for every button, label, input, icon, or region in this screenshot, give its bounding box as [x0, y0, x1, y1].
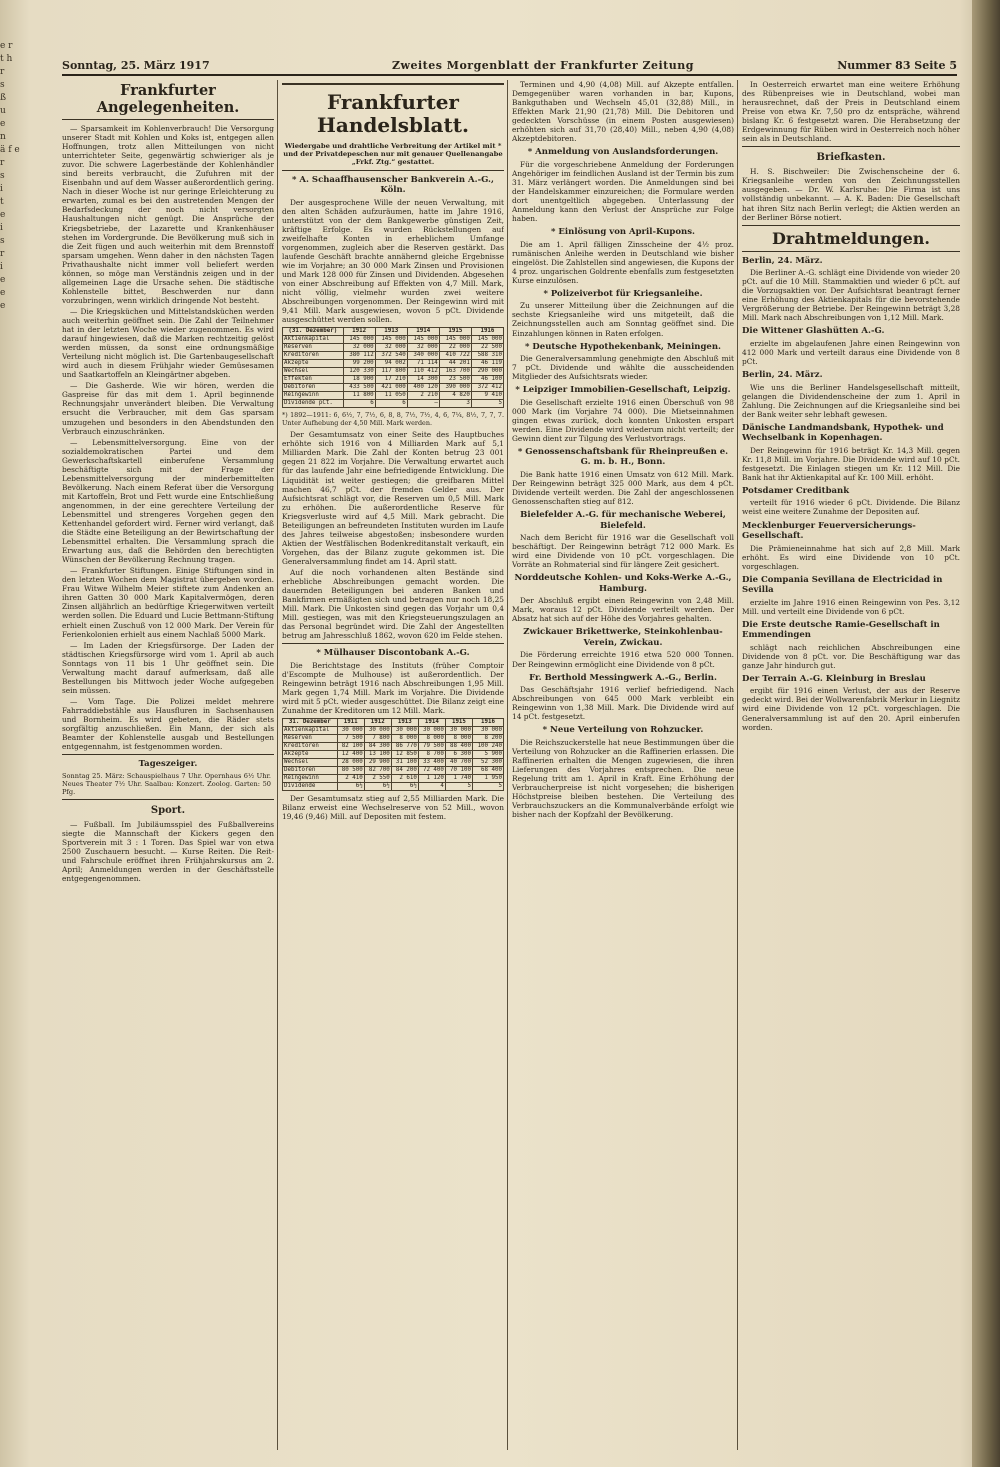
table-cell: 5	[472, 783, 503, 791]
column-rule	[507, 80, 508, 1450]
strip-fragment: i	[0, 184, 3, 194]
table-row	[283, 368, 504, 376]
strip-fragment: ß	[0, 93, 7, 103]
table-cell: 32 000	[407, 344, 439, 352]
table-header: 1913	[375, 328, 407, 336]
table-cell: 7 500	[337, 735, 364, 743]
strip-fragment: ä f e	[0, 145, 20, 155]
strip-fragment: e	[0, 275, 6, 285]
table-header: 1915	[445, 719, 472, 727]
table-cell: Kreditoren	[283, 743, 338, 751]
table-cell: 31 100	[391, 759, 418, 767]
table-cell: Aktienkapital	[283, 336, 344, 344]
sport-title: Sport.	[150, 804, 186, 816]
strip-fragment: r	[0, 249, 5, 259]
article-title: * A. Schaaffhausenscher Bankverein A.-G., Köln.	[292, 174, 494, 196]
table-cell: 8 000	[391, 735, 418, 743]
divider	[282, 643, 504, 644]
table-header: 1914	[418, 719, 445, 727]
strip-fragment: n	[0, 132, 6, 142]
table-header: 1916	[472, 719, 503, 727]
table-cell: 40 700	[445, 759, 472, 767]
article-text: Auf die noch vorhandenen alten Bestände sind erhebliche Abschreibungen gemacht worden. Die dauernden Beteiligungen bei anderen Banken und Bankfirmen ermäßigten sich und betragen nur noch 18,25 Mill. Mark. Die Unkosten sind gegen das Vorjahr um 0,4 Mill. gestiegen, was mit den Kriegsteuerungszulagen an das Personal begründet wird. Die Zahl der Angestellten betrug am Jahresschluß 1862, wovon 620 im Felde stehen.	[282, 567, 504, 641]
article-title: Berlin, 24. März.	[742, 255, 823, 266]
table-cell: Reserven	[283, 735, 338, 743]
table-cell: 18 900	[343, 376, 375, 384]
table-cell: Dividende pCt.	[283, 400, 344, 408]
table-row	[283, 344, 504, 352]
section-title: Frankfurter Angelegenheiten.	[62, 82, 274, 120]
article-text: Die Förderung erreichte 1916 etwa 520 000 Tonnen. Der Reingewinn ermöglicht eine Dividende von 8 pCt.	[512, 650, 734, 669]
article-title: Fr. Berthold Messingwerk A.-G., Berlin.	[529, 672, 717, 683]
table-cell: —	[407, 400, 439, 408]
article-title: * Einlösung von April-Kupons.	[551, 227, 695, 238]
table-cell: Reserven	[283, 344, 344, 352]
strip-fragment: u	[0, 106, 6, 116]
article-text: schlägt nach reichlichen Abschreibungen eine Dividende von 8 pCt. vor. Die Beschäftigung war das ganze Jahr hindurch gut.	[742, 642, 960, 670]
table-cell: 22 000	[439, 344, 471, 352]
table-note: *) 1892—1911: 6, 6½, 7, 7½, 6, 8, 8, 7½, 7½, 4, 6, 7¼, 8½, 7, 7, 7. Unter Aufhebung der 4,50 Mill. Mark werden.	[282, 411, 504, 428]
strip-fragment: s	[0, 171, 5, 181]
table-cell: 30 000	[472, 727, 503, 735]
table-cell: 163 700	[439, 368, 471, 376]
table-cell: 120 330	[343, 368, 375, 376]
article-text: Der Gesamtumsatz von einer Seite des Hauptbuches erhöhte sich 1916 von 4 Milliarden Mark auf 5,1 Milliarden Mark. Die Zahl der Konten betrug 23 001 gegen 21 822 im Vorjahre. Die Verwaltung erwartet auch für das laufende Jahr eine befriedigende Entwicklung. Die Liquidität ist weiter gestiegen; die greifbaren Mittel machen 46,7 pCt. der fremden Gelder aus. Der Aufsichtsrat schlägt vor, die Reserven um 0,5 Mill. Mark zu erhöhen. Die außerordentliche Reserve für Kriegsverluste wird auf 4,5 Mill. Mark gebracht. Die Beteiligungen an befreundeten Instituten wurden im Laufe des Jahres teilweise abgestoßen; insbesondere wurden Aktien der Westfälischen Bodenkreditanstalt verkauft, ein Vorgehen, das der Bilanz zugute gekommen ist. Die Generalversammlung findet am 14. April statt.	[282, 430, 504, 566]
table-cell: 32 000	[375, 344, 407, 352]
table-cell: Wechsel	[283, 368, 344, 376]
table-cell: 1 950	[472, 775, 503, 783]
table-cell: Reingewinn	[283, 392, 344, 400]
table-cell: 88 400	[445, 743, 472, 751]
strip-fragment: r	[0, 158, 5, 168]
table-row	[283, 376, 504, 384]
article-title: * Neue Verteilung von Rohzucker.	[542, 725, 704, 736]
table-cell: 390 000	[439, 384, 471, 392]
table-cell: 71 114	[407, 360, 439, 368]
table-cell: Wechsel	[283, 759, 338, 767]
table-cell: 6½	[337, 783, 364, 791]
article-text: — Im Laden der Kriegsfürsorge. Der Laden der städtischen Kriegsfürsorge wird vom 1. April ab auch Sonntags von 11 bis 1 Uhr geöffnet sein. Die Verwaltung macht darauf aufmerksam, daß alle Bestellungen bis Mittwoch jeder Woche aufgegeben sein müssen.	[62, 640, 274, 695]
masthead	[62, 58, 957, 76]
table-row	[283, 743, 504, 751]
strip-fragment: e	[0, 301, 6, 311]
column-handelsblatt	[282, 80, 504, 1455]
article-text: verteilt für 1916 wieder 6 pCt. Dividende. Die Bilanz weist eine weitere Zunahme der Depositen auf.	[742, 498, 960, 517]
article-text: erzielte im abgelaufenen Jahre einen Reingewinn von 412 000 Mark und verteilt daraus eine Dividende von 8 pCt.	[742, 338, 960, 366]
article-title: Die Erste deutsche Ramie-Gesellschaft in Emmendingen	[742, 619, 940, 641]
table-cell: Dividende	[283, 783, 338, 791]
article-title: Norddeutsche Kohlen- und Koks-Werke A.-G., Hamburg.	[514, 573, 732, 594]
table-cell: 1 740	[445, 775, 472, 783]
table-cell: 6	[343, 400, 375, 408]
article-list	[512, 147, 734, 819]
article-text: erzielte im Jahre 1916 einen Reingewinn von Pes. 3,12 Mill. und verteilt eine Dividende von 6 pCt.	[742, 597, 960, 616]
table-header: 1914	[407, 328, 439, 336]
table-cell: 421 000	[375, 384, 407, 392]
article-text: Der Gesamtumsatz stieg auf 2,55 Milliarden Mark. Die Bilanz erweist eine Wechselreserve von 52 Mill., wovon 19,46 (9,46) Mill. auf Depositen mit festem.	[282, 794, 504, 822]
divider	[62, 799, 274, 800]
handelsblatt-title: Frankfurter Handelsblatt.	[317, 90, 469, 137]
strip-fragment: t h	[0, 54, 13, 64]
table-cell: 94 002	[375, 360, 407, 368]
table-cell: Debitoren	[283, 767, 338, 775]
table-cell: 13 100	[364, 751, 391, 759]
table-cell: 86 770	[391, 743, 418, 751]
table-cell: 6	[375, 400, 407, 408]
table-cell: 100 240	[472, 743, 503, 751]
article-title: Zwickauer Brikettwerke, Steinkohlenbau-Verein, Zwickau.	[523, 627, 723, 648]
strip-fragment: e r	[0, 41, 13, 51]
article-title: * Leipziger Immobilien-Gesellschaft, Leipzig.	[515, 385, 731, 396]
article-title: Der Terrain A.-G. Kleinburg in Breslau	[742, 673, 926, 684]
table-row	[283, 759, 504, 767]
table-header: 1912	[343, 328, 375, 336]
divider	[282, 83, 504, 85]
table-cell: 145 000	[471, 336, 503, 344]
table-cell: 117 800	[375, 368, 407, 376]
table-cell: 28 000	[337, 759, 364, 767]
article-text: Der Abschluß ergibt einen Reingewinn von 2,48 Mill. Mark, woraus 12 pCt. Dividende verteilt werden. Der Absatz hat sich auf der Höhe des Vorjahres gehalten.	[512, 596, 734, 624]
table-cell: 8 700	[418, 751, 445, 759]
table-cell: 6½	[364, 783, 391, 791]
divider	[282, 170, 504, 171]
table-row	[283, 783, 504, 791]
table-cell: 5 900	[472, 751, 503, 759]
table-cell: 9 410	[471, 392, 503, 400]
strip-fragment: s	[0, 236, 5, 246]
masthead-paper-title: Zweites Morgenblatt der Frankfurter Zeitung	[392, 59, 694, 72]
article-text: Die Reichszuckerstelle hat neue Bestimmungen über die Verteilung von Rohzucker an die Raffinerien erlassen. Die Raffinerien erhalten die Mengen zugewiesen, die ihren Lieferungen des Vorjahres entsprechen. Die neue Regelung tritt am 1. April in Kraft. Eine Erhöhung der Verbraucherpreise ist nicht vorgesehen; die bisherigen Höchstpreise bleiben bestehen. Die Verteilung des Verbrauchszuckers an die Kommunalverbände erfolgt wie bisher nach der Kopfzahl der Bevölkerung.	[512, 737, 734, 820]
article-text: ergibt für 1916 einen Verlust, der aus der Reserve gedeckt wird. Bei der Wollwarenfabrik Merkur in Liegnitz wird eine Dividende von 12 pCt. vorgeschlagen. Die Generalversammlung ist auf den 20. April einberufen worden.	[742, 686, 960, 732]
table-cell: 380 112	[343, 352, 375, 360]
adjacent-page-strip	[0, 40, 28, 1440]
article-title: Berlin, 24. März.	[742, 370, 823, 381]
sport-text: — Fußball. Im Jubiläumsspiel des Fußballvereins siegte die Mannschaft der Kickers gegen den Sportverein mit 3 : 1 Toren. Das Spiel war von etwa 2500 Zuschauern besucht. — Kurse Reiten. Die Reit- und Fahrschule eröffnet ihren Frühjahrskursus am 2. April; Anmeldungen werden in der Geschäftsstelle entgegengenommen.	[62, 819, 274, 883]
column-frankfurter-angelegenheiten	[62, 80, 274, 1455]
article-text: — Die Kriegsküchen und Mittelstandsküchen werden auch weiterhin geöffnet sein. Die Zahl der Teilnehmer hat in der letzten Woche wieder zugenommen. Es wird darauf hingewiesen, daß die Marken rechtzeitig gelöst werden müssen, da sonst eine ordnungsmäßige Verteilung nicht möglich ist. Die Gartenbaugesellschaft wird auch in diesem Frühjahr wieder Gemüsesamen und Saatkartoffeln an Kleingärtner abgeben.	[62, 306, 274, 380]
table-header: 1913	[391, 719, 418, 727]
article-title: * Deutsche Hypothekenbank, Meiningen.	[525, 341, 721, 352]
table-cell: 32 000	[343, 344, 375, 352]
table-cell: 372 412	[471, 384, 503, 392]
table-cell: 4	[418, 783, 445, 791]
article-text: Der ausgesprochene Wille der neuen Verwaltung, mit den alten Schäden aufzuräumen, hatte im Jahre 1916, unterstützt von der dem Bankgewerbe günstigen Zeit, kräftige Erfolge. Es wurden Rückstellungen auf zweifelhafte Konten in erheblichem Umfange vorgenommen, zugleich aber die Reserven gestärkt. Das laufende Geschäft brachte annähernd gleiche Ergebnisse wie im Vorjahre; an 30 000 Mark Zinsen und Provisionen und Mark 128 000 für Zinsen und Dividenden. Abgesehen von einer Abschreibung auf Effekten von 4,7 Mill. Mark, nicht völlig, vielmehr wurden zwei weitere Abschreibungen vorgenommen. Der Reingewinn wird mit 9,41 Mill. Mark ausgewiesen, wovon 5 pCt. Dividende ausgeschüttet werden sollen.	[282, 197, 504, 325]
table-cell: 290 000	[471, 368, 503, 376]
table-cell: 8 000	[445, 735, 472, 743]
article-list	[742, 256, 960, 732]
table-row	[283, 775, 504, 783]
strip-fragment: s	[0, 80, 5, 90]
article-title: * Polizeiverbot für Kriegsanleihe.	[543, 288, 703, 299]
table-cell: 82 700	[364, 767, 391, 775]
briefkasten-title: Briefkasten.	[816, 152, 886, 164]
article-text: Für die vorgeschriebene Anmeldung der Forderungen Angehöriger im feindlichen Ausland ist der Termin bis zum 31. März verlängert worden. Die Anmeldungen sind bei der Handelskammer einzureichen; die Formulare werden dort unentgeltlich abgegeben. Unterlassung der Anmeldung kann den Verlust der Ansprüche zur Folge haben.	[512, 159, 734, 224]
article-text: — Die Gasherde. Wie wir hören, werden die Gaspreise für das mit dem 1. April beginnende Rechnungsjahr unverändert bleiben. Die Verwaltung ersucht die Verbraucher, mit dem Gas sparsam umzugehen und besonders in den Abendstunden den Verbrauch einzuschränken.	[62, 381, 274, 436]
table-cell: 6½	[391, 783, 418, 791]
table-cell: 2 550	[364, 775, 391, 783]
table-cell: 84 300	[364, 743, 391, 751]
table-row	[283, 352, 504, 360]
column-handelsblatt-continued	[512, 80, 734, 1455]
table-cell: 30 000	[337, 727, 364, 735]
article-title: Potsdamer Creditbank	[742, 485, 850, 496]
table-cell: 72 400	[418, 767, 445, 775]
table-row	[283, 360, 504, 368]
table-cell: 145 000	[439, 336, 471, 344]
article-list	[62, 124, 274, 751]
article-text: Terminen und 4,90 (4,08) Mill. auf Akzepte entfallen. Demgegenüber waren vorhanden in bar, Kupons, Bankguthaben und Wechseln 45,01 (32,88) Mill., in Effekten Mark 21,90 (21,78) Mill. Die Debitoren und gedeckten Vorschüsse (in einem Posten ausgewiesen) erhöhten sich auf 31,70 (28,40) Mill., neben 4,90 (4,08) Akzeptdebitoren.	[512, 80, 734, 144]
table-cell: 80 500	[337, 767, 364, 775]
divider	[742, 225, 960, 226]
table-cell: 68 400	[472, 767, 503, 775]
balance-table-muelhausen	[282, 718, 504, 791]
table-cell: 145 000	[343, 336, 375, 344]
table-cell: 2 210	[407, 392, 439, 400]
table-row	[283, 392, 504, 400]
table-cell: 410 722	[439, 352, 471, 360]
table-header: 1912	[364, 719, 391, 727]
table-cell: 5	[471, 400, 503, 408]
article-title: * Anmeldung von Auslandsforderungen.	[527, 147, 719, 158]
masthead-issue: Nummer 83 Seite 5	[837, 59, 957, 72]
table-cell: 44 201	[439, 360, 471, 368]
book-binding-edge	[972, 0, 1000, 1467]
table-cell: 33 400	[418, 759, 445, 767]
table-cell: 12 850	[391, 751, 418, 759]
table-cell: 372 540	[375, 352, 407, 360]
article-title: Mecklenburger Feuerversicherungs-Gesellschaft.	[742, 520, 916, 541]
tageszeiger-entry: Sonntag 25. März: Schauspielhaus 7 Uhr. Opernhaus 6½ Uhr. Neues Theater 7½ Uhr. Saalbau: Konzert. Zoolog. Garten: 50 Pfg.	[62, 771, 271, 796]
article-text: Die Prämieneinnahme hat sich auf 2,8 Mill. Mark erhöht. Es wird eine Dividende von 10 pCt. vorgeschlagen.	[742, 543, 960, 571]
table-cell: 52 300	[472, 759, 503, 767]
table-cell: 433 500	[343, 384, 375, 392]
drahtmeldungen-title: Drahtmeldungen.	[742, 229, 960, 252]
table-header: 1916	[471, 328, 503, 336]
table-cell: 79 500	[418, 743, 445, 751]
strip-fragment: e	[0, 119, 6, 129]
article-text: Der Reingewinn für 1916 beträgt Kr. 14,3 Mill. gegen Kr. 11,8 Mill. im Vorjahre. Die Dividende wird auf 10 pCt. festgesetzt. Die Einlagen stiegen um Kr. 112 Mill. Die Bank hat ihr Aktienkapital auf Kr. 100 Mill. erhöht.	[742, 445, 960, 482]
article-text: Zu unserer Mitteilung über die Zeichnungen auf die sechste Kriegsanleihe wird uns mitgeteilt, daß die Zeichnungsstellen auch am Sonntag geöffnet sind. Die Einzahlungen können in Raten erfolgen.	[512, 301, 734, 338]
article-title: Dänische Landmandsbank, Hypothek- und Wechselbank in Kopenhagen.	[742, 422, 944, 444]
table-cell: 145 000	[375, 336, 407, 344]
article-text: — Sparsamkeit im Kohlenverbrauch! Die Versorgung unserer Stadt mit Kohlen und Koks ist, entgegen allen Hoffnungen, trotz allen Mitteilungen von nicht unterrichteter Seite, gegenwärtig schwieriger als je zuvor. Die schwere Lagerbestände der Kohlenhändler sind bereits verbraucht, die Zufuhren mit der Eisenbahn und auf dem Wasser außerordentlich gering. Nach in dieser Woche ist nur geringe Erleichterung zu erwarten, zumal es bei den austretenden Mengen der Bedarfsdeckung der noch nicht versorgten Haushaltungen nicht genügt. Die Ansprüche der Kriegsbetriebe, der Lazarette und Krankenhäuser stehen im Vordergrunde. Die Bevölkerung muß sich in die Zeit fügen und auch weiterhin mit dem Brennstoff sparsam umgehen. Wenn daher in den nächsten Tagen Privathaushalte nicht immer voll beliefert werden können, so möge man Verständnis zeigen und in der allgemeinen Lage die Ursache sehen. Die städtische Kohlenstelle bittet, Beschwerden nur dann vorzubringen, wenn wirklich dringende Not besteht.	[62, 124, 274, 305]
table-cell: 82 100	[337, 743, 364, 751]
table-cell: 8 000	[418, 735, 445, 743]
article-title: * Mülhauser Discontobank A.-G.	[316, 648, 470, 659]
table-row	[283, 727, 504, 735]
article-text: Die Gesellschaft erzielte 1916 einen Überschuß von 98 000 Mark (im Vorjahre 74 000). Die Mietseinnahmen gingen etwas zurück, doch konnten Unkosten erspart werden. Eine Dividende wird wiederum nicht verteilt; der Gewinn dient zur Tilgung des Verlustvortrags.	[512, 397, 734, 443]
strip-fragment: t	[0, 197, 4, 207]
table-cell: 99 200	[343, 360, 375, 368]
table-cell: 30 000	[391, 727, 418, 735]
table-cell: 2 610	[391, 775, 418, 783]
strip-fragment: e	[0, 288, 6, 298]
table-cell: 7 800	[364, 735, 391, 743]
table-header: 31. Dezember	[283, 719, 338, 727]
article-text: Die am 1. April fälligen Zinsscheine der 4½ proz. rumänischen Anleihe werden in Deutschland wie bisher eingelöst. Die Zahlstellen sind angewiesen, die Kupons der 4 proz. ungarischen Goldrente ebenfalls zum festgesetzten Kurse einzulösen.	[512, 239, 734, 285]
table-cell: 17 210	[375, 376, 407, 384]
table-cell: 29 900	[364, 759, 391, 767]
article-title: * Genossenschaftsbank für Rheinpreußen e. G. m. b. H., Bonn.	[517, 446, 729, 468]
table-cell: 46 100	[471, 376, 503, 384]
article-text: In Oesterreich erwartet man eine weitere Erhöhung des Rübenpreises wie in Deutschland, wobei man herausrechnet, daß der Preis in Deutschland einem Preise von etwa Kr. 7,50 pro dz entspräche, während bislang Kr. 6 festgesetzt waren. Die Herabsetzung der Erdgewinnung für Rüben wird in Oesterreich noch höher sein als in Deutschland.	[742, 80, 960, 144]
table-cell: 8 200	[472, 735, 503, 743]
table-cell: 145 000	[407, 336, 439, 344]
table-cell: 5	[445, 783, 472, 791]
table-cell: 588 310	[471, 352, 503, 360]
table-row	[283, 751, 504, 759]
article-title: Die Compania Sevillana de Electricidad in Sevilla	[742, 574, 943, 596]
table-cell: 12 400	[337, 751, 364, 759]
table-cell: 23 500	[439, 376, 471, 384]
column-briefkasten-drahtmeldungen	[742, 80, 960, 1455]
article-text: Die Berliner A.-G. schlägt eine Dividende von wieder 20 pCt. auf die 10 Mill. Stammaktien und wieder 6 pCt. auf die Vorzugsaktien vor. Der Aufsichtsrat beantragt ferner eine Erhöhung des Aktienkapitals für die bevorstehende Vergrößerung der Betriebe. Der Reingewinn beträgt 3,28 Mill. Mark nach Abschreibungen von 1,12 Mill. Mark.	[742, 268, 960, 323]
table-cell: Effekten	[283, 376, 344, 384]
article-text: Die Bank hatte 1916 einen Umsatz von 612 Mill. Mark. Der Reingewinn beträgt 325 000 Mark, aus dem 4 pCt. Dividende verteilt werden. Die Zahl der angeschlossenen Genossenschaften stieg auf 812.	[512, 469, 734, 507]
table-cell: 22 500	[471, 344, 503, 352]
table-cell: Akzepte	[283, 751, 338, 759]
table-cell: 3	[439, 400, 471, 408]
table-cell: 4 820	[439, 392, 471, 400]
table-header: 1915	[439, 328, 471, 336]
table-cell: 11 800	[343, 392, 375, 400]
column-rule	[737, 80, 738, 1450]
table-header: 1911	[337, 719, 364, 727]
tageszeiger-title: Tageszeiger.	[138, 759, 198, 770]
masthead-date: Sonntag, 25. März 1917	[62, 59, 210, 72]
table-cell: Aktienkapital	[283, 727, 338, 735]
table-cell: 84 200	[391, 767, 418, 775]
handelsblatt-subtitle: Wiedergabe und drahtliche Verbreitung der Artikel mit * und der Privatdepeschen nur mit genauer Quellenangabe „Frkf. Ztg.“ gestattet.	[283, 142, 503, 167]
article-text: Die Generalversammlung genehmigte den Abschluß mit 7 pCt. Dividende und wählte die ausscheidenden Mitglieder des Aufsichtsrats wieder.	[512, 354, 734, 382]
table-cell: 30 000	[364, 727, 391, 735]
article-text: Das Geschäftsjahr 1916 verlief befriedigend. Nach Abschreibungen von 645 000 Mark verbleibt ein Reingewinn von 1,38 Mill. Mark. Die Dividende wird auf 14 pCt. festgesetzt.	[512, 685, 734, 722]
table-row	[283, 767, 504, 775]
table-row	[283, 336, 504, 344]
article-text: Nach dem Bericht für 1916 war die Gesellschaft voll beschäftigt. Der Reingewinn beträgt 712 000 Mark. Es wird eine Dividende von 10 pCt. vorgeschlagen. Die Vorräte an Rohmaterial sind für längere Zeit gesichert.	[512, 533, 734, 570]
table-cell: 30 000	[418, 727, 445, 735]
table-cell: 46 119	[471, 360, 503, 368]
article-text: — Frankfurter Stiftungen. Einige Stiftungen sind in den letzten Wochen dem Magistrat übergeben worden. Frau Witwe Wilhelm Meier stiftete zum Andenken an ihren Gatten 30 000 Mark Kapitalvermögen, deren Zinsen alljährlich an bedürftige Kriegerwitwen verteilt werden sollen. Die Eduard und Lucie Bettmann-Stiftung erhielt einen Zuschuß von 12 000 Mark. Der Verein für Ferienkolonien erhielt aus einem Nachlaß 5000 Mark.	[62, 566, 274, 639]
table-cell: Reingewinn	[283, 775, 338, 783]
table-cell: 2 410	[337, 775, 364, 783]
column-rule	[277, 80, 278, 1450]
briefkasten-text: H. S. Bischweiler: Die Zwischenscheine der 6. Kriegsanleihe werden von den Zeichnungsstellen ausgegeben. — Dr. W. Karlsruhe: Die Firma ist uns vollständig unbekannt. — A. K. Baden: Die Gesellschaft hat ihren Sitz nach Berlin verlegt; die Aktien werden an der Berliner Börse notiert.	[742, 167, 960, 222]
article-text: Wie uns die Berliner Handelsgesellschaft mitteilt, gelangen die Dividendenscheine der zum 1. April in Zahlung. Die Zeichnungen auf die Kriegsanleihe sind bei der Bank weiter sehr lebhaft gewesen.	[742, 382, 960, 419]
divider	[62, 754, 274, 755]
table-cell: 1 120	[418, 775, 445, 783]
table-header: (31. Dezember)	[283, 328, 344, 336]
balance-table-schaaffhausen	[282, 327, 504, 408]
table-cell: 30 000	[445, 727, 472, 735]
table-cell: Debitoren	[283, 384, 344, 392]
table-cell: 70 100	[445, 767, 472, 775]
strip-fragment: i	[0, 223, 3, 233]
article-title: Die Wittener Glashütten A.-G.	[742, 326, 885, 337]
table-row	[283, 735, 504, 743]
strip-fragment: i	[0, 262, 3, 272]
article-title: Bielefelder A.-G. für mechanische Weberei, Bielefeld.	[520, 510, 726, 531]
table-cell: 11 050	[375, 392, 407, 400]
tageszeiger-listing	[62, 772, 274, 796]
table-row	[283, 400, 504, 408]
table-cell: Akzepte	[283, 360, 344, 368]
table-row	[283, 384, 504, 392]
article-text: — Vom Tage. Die Polizei meldet mehrere Fahrraddiebstähle aus Hausfluren in Sachsenhausen und Bornheim. Es wird gebeten, die Räder stets sorgfältig anzuschließen. Ein Mann, der sich als Beamter der Kohlenstelle ausgab und Bestellungen entgegennahm, ist festgenommen worden.	[62, 696, 274, 752]
strip-fragment: e	[0, 210, 6, 220]
divider	[742, 146, 960, 147]
table-cell: 6 300	[445, 751, 472, 759]
article-text: Die Berichtstage des Instituts (früher Comptoir d'Escompte de Mulhouse) ist außerordentlich. Der Reingewinn beträgt 1916 nach Abschreibungen 1,95 Mill. Mark gegen 1,74 Mill. Mark im Vorjahre. Die Dividende wird mit 5 pCt. wieder ausgeschüttet. Die Bilanz zeigt eine Zunahme der Kreditoren um 12 Mill. Mark.	[282, 660, 504, 716]
table-cell: 110 412	[407, 368, 439, 376]
table-cell: 340 000	[407, 352, 439, 360]
strip-fragment: r	[0, 67, 5, 77]
table-cell: Kreditoren	[283, 352, 344, 360]
article-text: — Lebensmittelversorgung. Eine von der sozialdemokratischen Partei und dem Gewerkschaftskartell einberufene Versammlung beschäftigte sich mit der Frage der Lebensmittelversorgung der minderbemittelten Bevölkerung. Nach einem Referat über die Versorgung mit Kartoffeln, Brot und Fett wurde eine Entschließung angenommen, in der eine gerechtere Verteilung der Lebensmittel und strengeres Vorgehen gegen den Kettenhandel gefordert wird. Ferner wird verlangt, daß die Städte eine Beteiligung an der Bewirtschaftung der Lebensmittel erhalten. Die Versammlung sprach die Erwartung aus, daß die Behörden den berechtigten Wünschen der Bevölkerung Rechnung tragen.	[62, 437, 274, 565]
table-cell: 14 300	[407, 376, 439, 384]
table-cell: 400 120	[407, 384, 439, 392]
